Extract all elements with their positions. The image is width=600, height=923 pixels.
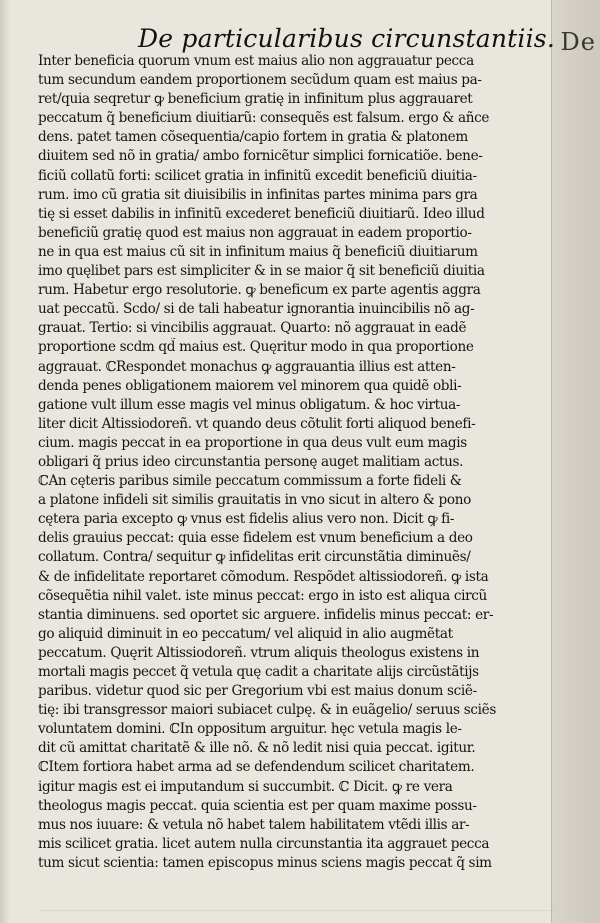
body-text	[38, 52, 554, 873]
text-line: voluntatem domini. ℂIn oppositum arguitur. hęc vetula magis le-	[38, 721, 462, 738]
text-line: Inter beneficia quorum vnum est maius alio non aggrauatur pecca	[38, 53, 474, 69]
text-line: rum. imo cũ gratia sit diuisibilis in infinitas partes minima pars gra	[38, 186, 478, 203]
text-line: cõsequẽtia nihil valet. iste minus peccat: ergo in isto est aliqua circũ	[38, 587, 487, 604]
text-line: peccatum. Quęrit Altissiodoreñ. vtrum aliquis theologus existens in	[38, 644, 480, 661]
text-line: mortali magis peccet q̃ vetula quę cadit a charitate alijs circũstãtijs	[38, 664, 479, 680]
page-heading: De particularibus circunstantiis.	[138, 24, 555, 53]
text-line: proportione scdm qd̃ maius est. Quęritur modo in qua proportione	[38, 339, 474, 356]
text-line: tię: ibi transgressor maiori subiacet culpę. & in euãgelio/ seruus sciẽs	[38, 702, 496, 719]
text-line: tię si esset dabilis in infinitũ excederet beneficiũ diuitiarũ. Ideo illud	[38, 205, 485, 222]
text-line: ficiũ collatũ forti: scilicet gratia in infinitũ excedit beneficiũ diuitia-	[38, 167, 477, 184]
text-line: collatum. Contra/ sequitur ꝙ infidelitas erit circunstãtia diminuẽs/	[38, 549, 471, 566]
text-line: rum. Habetur ergo resolutorie. ꝙ beneficum ex parte agentis aggra	[38, 282, 481, 299]
text-line: diuitem sed nõ in gratia/ ambo fornicẽtur simplici fornicatiõe. bene-	[38, 148, 483, 165]
text-line: dens. patet tamen cõsequentia/capio fortem in gratia & platonem	[38, 129, 468, 146]
text-line: tum secundum eandem proportionem secũdum quam est maius pa-	[38, 72, 482, 89]
text-line: delis grauius peccat: quia esse fidelem est vnum beneficium a deo	[38, 530, 473, 547]
text-line: mus nos iuuare: & vetula nõ habet talem habilitatem vtẽdi illis ar-	[38, 816, 470, 833]
text-line: beneficiũ gratię quod est maius non aggrauat in eadem proportio-	[38, 224, 472, 241]
text-line: ℂAn cęteris paribus simile peccatum commissum a forte fideli &	[38, 473, 462, 490]
text-line: peccatum q̃ beneficium diuitiarũ: consequẽs est falsum. ergo & añce	[38, 110, 490, 127]
text-line: gatione vult illum esse magis vel minus obligatum. & hoc virtua-	[38, 396, 461, 413]
text-line: ℂItem fortiora habet arma ad se defendendum scilicet charitatem.	[38, 759, 475, 776]
adjacent-page-strip	[551, 0, 600, 923]
text-line: igitur magis est ei imputandum si succumbit. ℂ Dicit. ꝙ re vera	[38, 778, 453, 795]
text-line: aggrauat. ℂRespondet monachus ꝙ aggrauantia illius est atten-	[38, 358, 456, 375]
text-line: go aliquid diminuit in eo peccatum/ vel aliquid in alio augmẽtat	[38, 625, 453, 642]
text-line: imo quęlibet pars est simpliciter & in se maior q̃ sit beneficiũ diuitia	[38, 263, 485, 280]
text-line: tum sicut scientia: tamen episcopus minus sciens magis peccat q̃ sim	[38, 854, 492, 871]
text-line: uat peccatũ. Scdo/ si de tali habeatur ignorantia inuincibilis nõ ag-	[38, 301, 475, 318]
text-line: ne in qua est maius cũ sit in infinitum maius q̃ beneficiũ diuitiarum	[38, 243, 478, 260]
text-line: cętera paria excepto ꝙ vnus est fidelis alius vero non. Dicit ꝙ fi-	[38, 511, 455, 528]
text-line: & de infidelitate reportaret cõmodum. Respõdet altissiodoreñ. ꝙ ista	[38, 568, 489, 585]
page-edge-shadow	[0, 0, 10, 923]
text-line: mis scilicet gratia. licet autem nulla circunstantia ita aggrauet pecca	[38, 835, 490, 852]
text-line: theologus magis peccat. quia scientia est per quam maxime possu-	[38, 797, 477, 814]
bottom-margin	[38, 910, 554, 917]
text-line: obligari q̃ prius ideo circunstantia personę auget malitiam actus.	[38, 453, 464, 470]
text-line: stantia diminuens. sed oportet sic arguere. infidelis minus peccat: er-	[38, 606, 494, 623]
text-line: a platone infideli sit similis grauitatis in vno sicut in altero & pono	[38, 492, 471, 509]
text-line: denda penes obligationem maiorem vel minorem qua quidẽ obli-	[38, 377, 462, 394]
text-line: ret/quia seqretur ꝙ beneficium gratię in infinitum plus aggrauaret	[38, 91, 473, 108]
text-line: liter dicit Altissiodoreñ. vt quando deus cõtulit forti aliquod benefi-	[38, 415, 476, 432]
text-line: cium. magis peccat in ea proportione in qua deus vult eum magis	[38, 434, 467, 451]
text-line: dit cũ amittat charitatẽ & ille nõ. & nõ ledit nisi quia peccat. igitur.	[38, 740, 476, 757]
text-line: paribus. videtur quod sic per Gregorium vbi est maius donum sciẽ-	[38, 683, 477, 700]
text-line: grauat. Tertio: si vincibilis aggrauat. Quarto: nõ aggrauat in eadẽ	[38, 320, 467, 337]
adjacent-page-heading-fragment: De	[560, 28, 596, 56]
